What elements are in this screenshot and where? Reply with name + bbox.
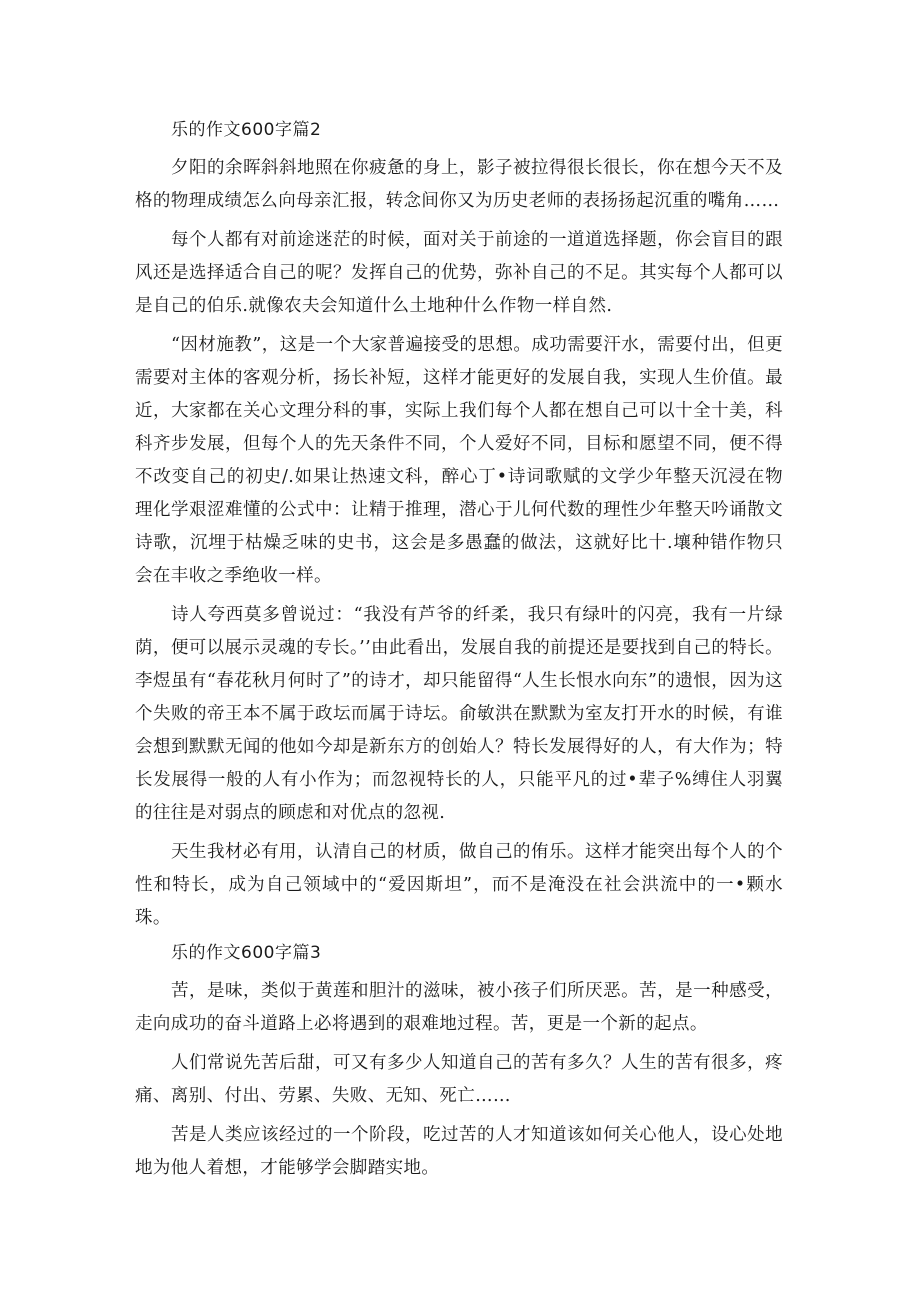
paragraph: “因材施教”，这是一个大家普遍接受的思想。成功需要汗水，需要付出，但更需要对主体的客观分析，扬长补短，这样才能更好的发展自我，实现人生价值。最近，大家都在关心文理分科的事，实际上我们每个人都在想自己可以十全十美，科科齐步发展，但每个人的先天条件不同，个人爱好不同，目标和愿望不同，便不得不改变自己的初史/.如果让热速文科，醉心丁•诗词歌赋的文学少年整天沉浸在物理化学艰涩难懂的公式中：让精于推理，潜心于儿何代数的理性少年整天吟诵散文诗歌，沉埋于枯燥乏味的史书，这会是多愚蠢的做法，这就好比十.壤种错作物只会在丰收之季绝收一样。 bbox=[135, 335, 783, 586]
paragraph: 每个人都有对前途迷茫的时候，面对关于前途的一道道选择题，你会盲目的跟风还是选择适合自己的呢？发挥自己的优势，弥补自己的不足。其实每个人都可以是自己的伯乐.就像农夫会知道什么土地种什么作物一样自然. bbox=[135, 230, 783, 316]
paragraph: 诗人夸西莫多曾说过：“我没有芦爷的纤柔，我只有绿叶的闪亮，我有一片绿荫，便可以展示灵魂的专长。’’由此看出，发展自我的前提还是要找到自己的特长。李煜虽有“春花秋月何时了”的诗才，却只能留得“人生长恨水向东”的遗恨，因为这个失败的帝王本不属于政坛而属于诗坛。俞敏洪在默默为室友打开水的时候，有谁会想到默默无闻的他如今却是新东方的创始人？特长发展得好的人，有大作为；特长发展得一般的人有小作为；而忽视特长的人，只能平凡的过•辈子%缚住人羽翼的往往是对弱点的顾虑和对优点的忽视. bbox=[135, 605, 783, 823]
document-page bbox=[135, 118, 783, 1191]
section-heading: 乐的作文600字篇2 bbox=[171, 120, 322, 140]
paragraph: 苦，是味，类似于黄莲和胆汁的滋味，被小孩子们所厌恶。苦，是一种感受，走向成功的奋斗道路上必将遇到的艰难地过程。苦，更是一个新的起点。 bbox=[135, 981, 783, 1034]
section-heading: 乐的作文600字篇3 bbox=[171, 943, 322, 963]
paragraph: 人们常说先苦后甜，可又有多少人知道自己的苦有多久？人生的苦有很多，疼痛、离别、付出、劳累、失败、无知、死亡…… bbox=[135, 1053, 783, 1106]
paragraph: 苦是人类应该经过的一个阶段，吃过苦的人才知道该如何关心他人，设心处地地为他人着想，才能够学会脚踏实地。 bbox=[135, 1125, 783, 1178]
paragraph: 天生我材必有用，认清自己的材质，做自己的侑乐。这样才能突出每个人的个性和特长，成为自己领域中的“爱因斯坦”，而不是淹没在社会洪流中的一•颗水珠。 bbox=[135, 842, 783, 928]
paragraph: 夕阳的余晖斜斜地照在你疲惫的身上，影子被拉得很长很长，你在想今天不及格的物理成绩怎么向母亲汇报，转念间你又为历史老师的表扬扬起沉重的嘴角…… bbox=[135, 158, 783, 211]
